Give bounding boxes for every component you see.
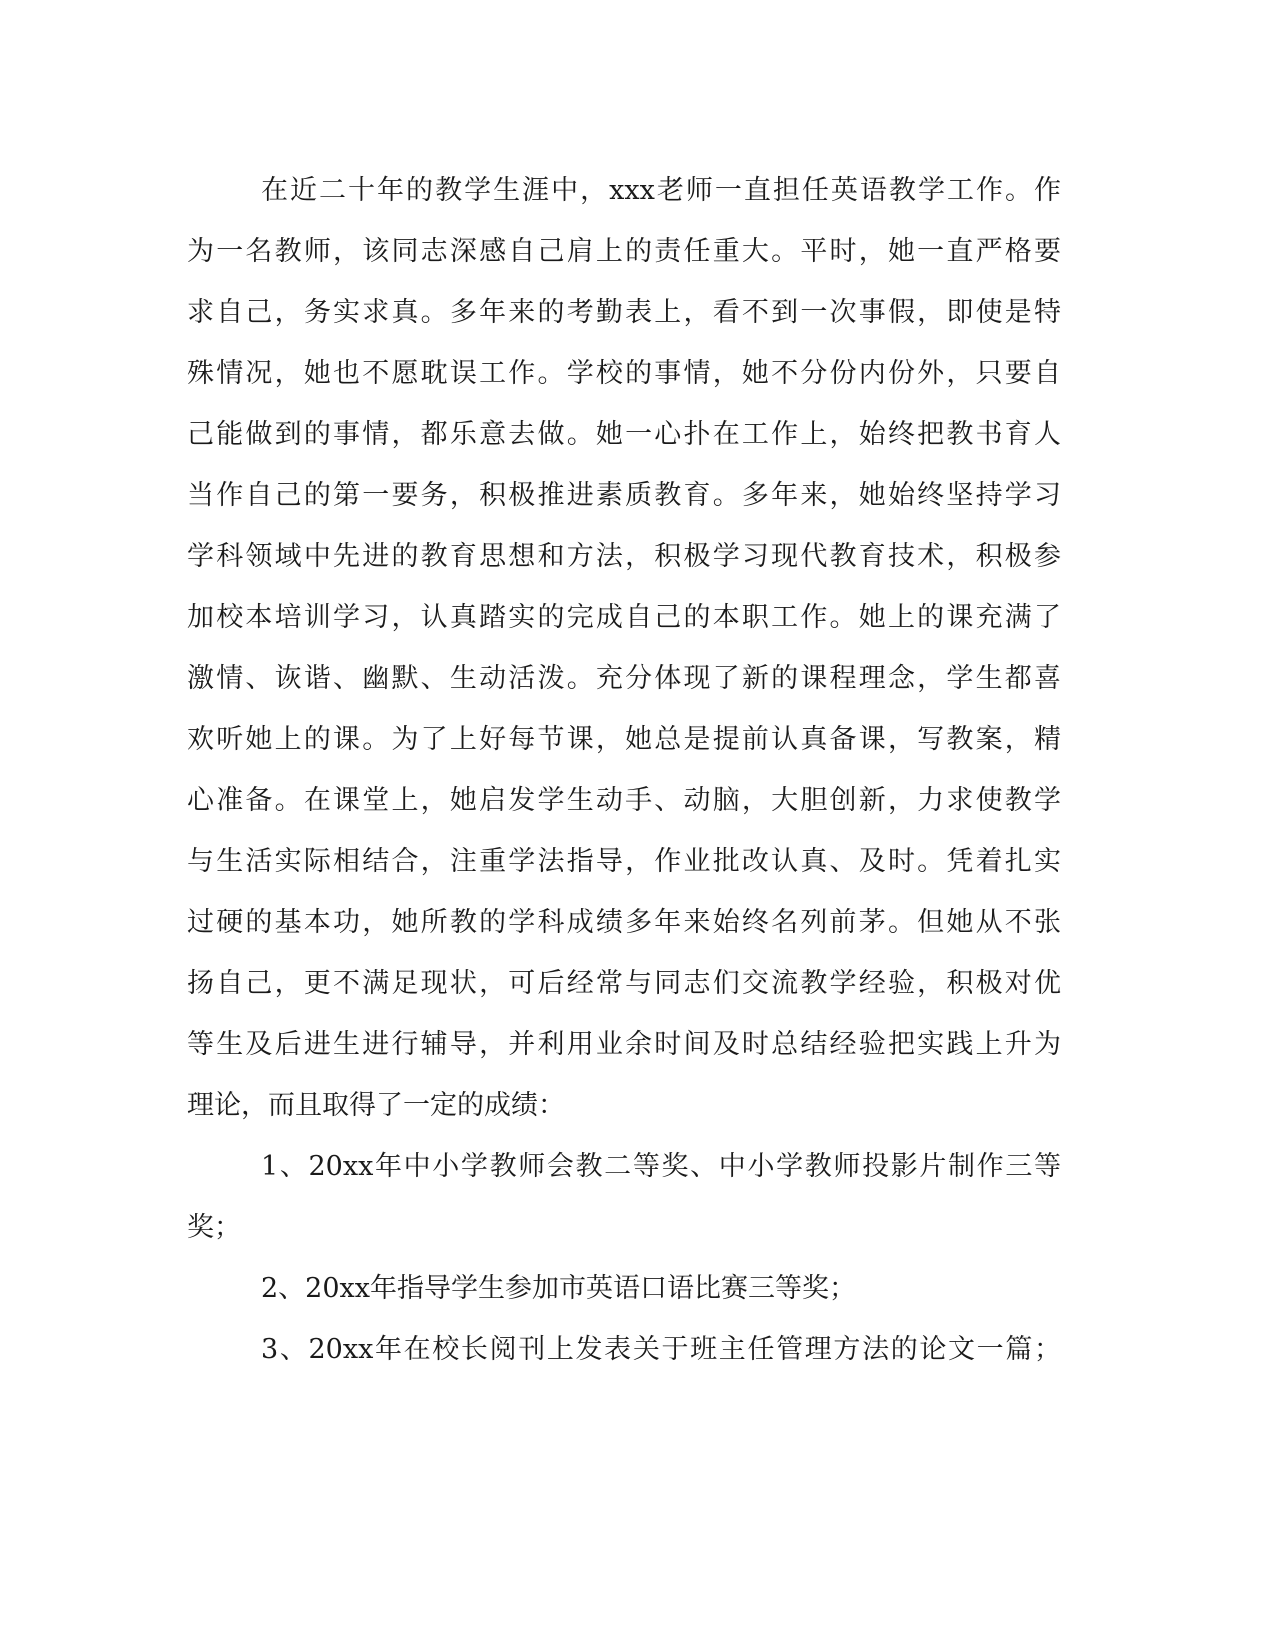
award-item-3: 3、20xx年在校长阅刊上发表关于班主任管理方法的论文一篇； bbox=[261, 1334, 1061, 1365]
paragraph-line: 激情、诙谐、幽默、生动活泼。充分体现了新的课程理念，学生都喜 bbox=[187, 663, 1061, 694]
paragraph-line: 己能做到的事情，都乐意去做。她一心扑在工作上，始终把教书育人 bbox=[187, 419, 1061, 450]
paragraph-line: 理论，而且取得了一定的成绩： bbox=[187, 1090, 565, 1121]
paragraph-line: 与生活实际相结合，注重学法指导，作业批改认真、及时。凭着扎实 bbox=[187, 846, 1061, 877]
paragraph-line: 学科领域中先进的教育思想和方法，积极学习现代教育技术，积极参 bbox=[187, 541, 1061, 572]
paragraph-line: 殊情况，她也不愿耽误工作。学校的事情，她不分份内份外，只要自 bbox=[187, 358, 1061, 389]
paragraph-line: 心准备。在课堂上，她启发学生动手、动脑，大胆创新，力求使教学 bbox=[187, 785, 1061, 816]
award-item-1-continued: 奖； bbox=[187, 1212, 241, 1243]
document-body bbox=[187, 160, 1061, 1380]
paragraph-line: 为一名教师，该同志深感自己肩上的责任重大。平时，她一直严格要 bbox=[187, 236, 1061, 267]
paragraph-line: 扬自己，更不满足现状，可后经常与同志们交流教学经验，积极对优 bbox=[187, 968, 1061, 999]
paragraph-line: 求自己，务实求真。多年来的考勤表上，看不到一次事假，即使是特 bbox=[187, 297, 1061, 328]
paragraph-line: 在近二十年的教学生涯中，xxx老师一直担任英语教学工作。作 bbox=[261, 175, 1061, 206]
paragraph-line: 等生及后进生进行辅导，并利用业余时间及时总结经验把实践上升为 bbox=[187, 1029, 1061, 1060]
paragraph-line: 欢听她上的课。为了上好每节课，她总是提前认真备课，写教案，精 bbox=[187, 724, 1061, 755]
paragraph-line: 过硬的基本功，她所教的学科成绩多年来始终名列前茅。但她从不张 bbox=[187, 907, 1061, 938]
paragraph-line: 加校本培训学习，认真踏实的完成自己的本职工作。她上的课充满了 bbox=[187, 602, 1061, 633]
award-item-1: 1、20xx年中小学教师会教二等奖、中小学教师投影片制作三等 bbox=[261, 1151, 1061, 1182]
paragraph-line: 当作自己的第一要务，积极推进素质教育。多年来，她始终坚持学习 bbox=[187, 480, 1061, 511]
award-item-2: 2、20xx年指导学生参加市英语口语比赛三等奖； bbox=[261, 1273, 856, 1304]
